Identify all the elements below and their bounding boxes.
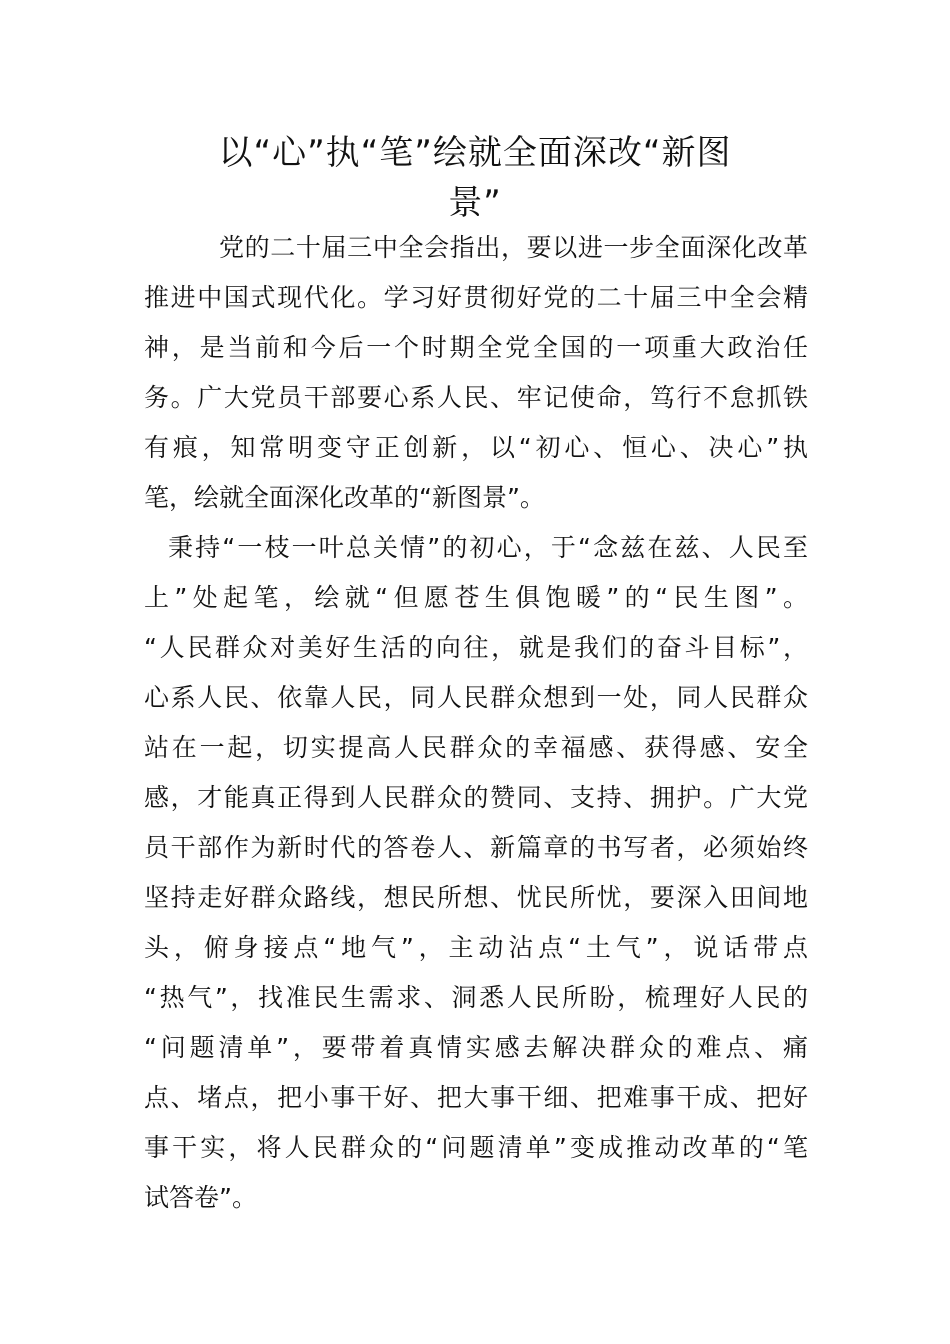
- paragraph-line: 务。广大党员干部要心系人民、牢记使命，笃行不怠抓铁: [144, 383, 808, 412]
- paragraph-line: 有痕，知常明变守正创新，以“初心、恒心、决心”执: [144, 433, 808, 462]
- document-title-line-2: 景”: [448, 183, 502, 223]
- paragraph-line: 心系人民、依靠人民，同人民群众想到一处，同人民群众: [144, 683, 808, 712]
- paragraph-line: 点、堵点，把小事干好、把大事干细、把难事干成、把好: [144, 1083, 808, 1112]
- paragraph-line: 笔，绘就全面深化改革的“新图景”。: [144, 483, 545, 512]
- paragraph-line: 坚持走好群众路线，想民所想、忧民所忧，要深入田间地: [144, 883, 808, 912]
- paragraph-line: 试答卷”。: [144, 1183, 257, 1212]
- paragraph-line: 站在一起，切实提高人民群众的幸福感、获得感、安全: [144, 733, 808, 762]
- paragraph-line: “热气”，找准民生需求、洞悉人民所盼，梳理好人民的: [144, 983, 808, 1012]
- paragraph-line: “人民群众对美好生活的向往，就是我们的奋斗目标”，: [144, 633, 808, 662]
- document-title-line-1: 以“心”执“笔”绘就全面深改“新图: [218, 133, 732, 173]
- paragraph-line: 神，是当前和今后一个时期全党全国的一项重大政治任: [144, 333, 808, 362]
- paragraph-line: 事干实，将人民群众的“问题清单”变成推动改革的“笔: [144, 1133, 808, 1162]
- paragraph-line: 上”处起笔，绘就“但愿苍生俱饱暖”的“民生图”。: [144, 583, 808, 612]
- paragraph-line: 员干部作为新时代的答卷人、新篇章的书写者，必须始终: [144, 833, 808, 862]
- paragraph-line: 感，才能真正得到人民群众的赞同、支持、拥护。广大党: [144, 783, 808, 812]
- paragraph-line: “问题清单”，要带着真情实感去解决群众的难点、痛: [144, 1033, 808, 1062]
- paragraph-line: 推进中国式现代化。学习好贯彻好党的二十届三中全会精: [144, 283, 808, 312]
- paragraph-line: 头，俯身接点“地气”，主动沾点“土气”，说话带点: [144, 933, 808, 962]
- paragraph-line: 党的二十届三中全会指出，要以进一步全面深化改革: [219, 233, 808, 262]
- paragraph-line: 秉持“一枝一叶总关情”的初心，于“念兹在兹、人民至: [168, 533, 808, 562]
